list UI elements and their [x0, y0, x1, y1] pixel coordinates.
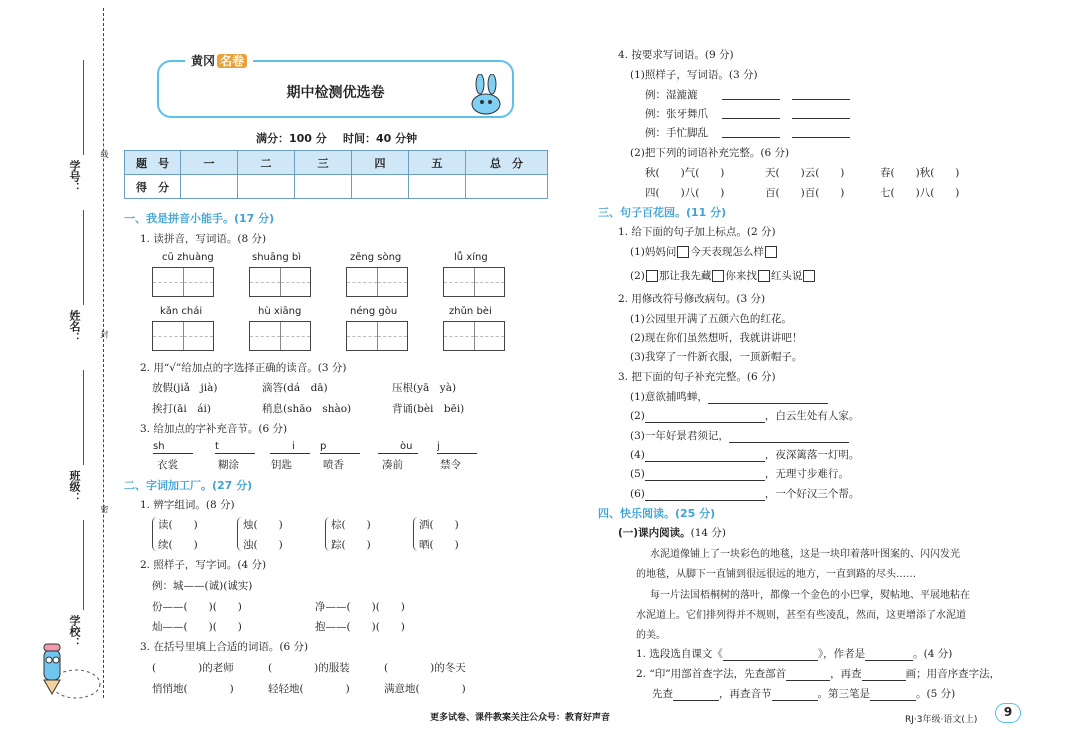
- writing-grid[interactable]: [346, 267, 408, 297]
- syllable-word: 喷香: [323, 459, 344, 471]
- writing-grid[interactable]: [346, 321, 408, 351]
- answer-blank[interactable]: [792, 137, 850, 138]
- syllable-blank[interactable]: [270, 453, 310, 454]
- seal-char-xian: 线: [100, 150, 109, 158]
- question-text: ，再查: [830, 668, 862, 680]
- bracket-pair: [237, 517, 242, 551]
- answer-blank[interactable]: [792, 118, 850, 119]
- question-2-2: 2. 照样子，写字词。(4 分): [140, 559, 267, 571]
- name-line: [83, 210, 84, 305]
- section-1-heading: 一、我是拼音小能手。(17 分): [124, 212, 275, 225]
- syllable-hint: òu: [400, 441, 413, 452]
- example-line: 例：城——(诚)(诚实): [152, 580, 253, 592]
- sentence-text: (1)妈妈问: [630, 246, 677, 258]
- question-text: ，再查音节: [719, 688, 772, 700]
- poem-text: (6): [630, 488, 645, 500]
- syllable-blank[interactable]: [215, 453, 255, 454]
- sentence-text: (2): [630, 270, 645, 282]
- char-compare-item[interactable]: 浊( ): [243, 539, 283, 551]
- student-number-line: [83, 60, 84, 155]
- punctuation-box[interactable]: [758, 270, 770, 282]
- brand-logo: [185, 52, 253, 69]
- page-number: 9: [1003, 705, 1013, 719]
- score-col-header: 二: [238, 151, 295, 175]
- score-col-header: 五: [409, 151, 466, 175]
- page-number-badge: [995, 703, 1021, 723]
- syllable-blank[interactable]: [437, 453, 477, 454]
- idiom-fill[interactable]: 百( )百( ): [765, 187, 845, 199]
- section-2-heading: 二、字词加工厂。(27 分): [124, 479, 253, 492]
- syllable-hint: i: [292, 441, 295, 452]
- pinyin-label: cū zhuàng: [162, 252, 214, 263]
- answer-blank[interactable]: [772, 689, 818, 701]
- char-compare-item[interactable]: 续( ): [158, 539, 198, 551]
- sentence-text: 你来找: [725, 270, 757, 282]
- punctuation-box[interactable]: [712, 270, 724, 282]
- footer-notice: 更多试卷、课件教案关注公众号：教育好声音: [430, 713, 611, 723]
- pinyin-label: kǎn chái: [160, 306, 203, 317]
- writing-grid[interactable]: [443, 321, 505, 351]
- reading-subsection-score: (14 分): [690, 527, 727, 539]
- question-text: 。第三笔是: [817, 688, 870, 700]
- poem-text: (5): [630, 468, 645, 480]
- poem-line: [630, 486, 859, 501]
- school-label: 学校：: [68, 615, 81, 648]
- answer-blank[interactable]: [722, 137, 780, 138]
- answer-blank[interactable]: [862, 669, 906, 681]
- question-text: 1. 选段选自课文《: [636, 648, 723, 660]
- question-3-2: 2. 用修改符号修改病句。(3 分): [618, 293, 766, 305]
- writing-grid[interactable]: [152, 321, 214, 351]
- question-1-2: 2. 用“√”给加点的字选择正确的读音。(3 分): [140, 362, 347, 374]
- idiom-fill[interactable]: 秋( )气( ): [645, 167, 725, 179]
- word-build-item[interactable]: 净——( )( ): [315, 601, 405, 613]
- pinyin-label: hù xiāng: [258, 306, 302, 317]
- pinyin-label: néng gòu: [350, 306, 398, 317]
- question-1-1: 1. 读拼音，写词语。(8 分): [140, 233, 267, 245]
- pinyin-label: zhǔn bèi: [449, 306, 492, 317]
- syllable-word: 钥匙: [271, 459, 292, 471]
- rabbit-mascot-icon: [462, 74, 510, 116]
- question-text: 画；用音序查字法，: [905, 668, 1001, 680]
- faulty-sentence[interactable]: (2)现在你们虽然想听，我就讲讲吧！: [630, 332, 803, 344]
- poem-line: [630, 447, 859, 462]
- poem-blank[interactable]: [729, 431, 849, 443]
- seal-char-mi: 密: [100, 505, 109, 513]
- answer-blank[interactable]: [722, 99, 780, 100]
- poem-blank[interactable]: [645, 489, 765, 501]
- question-2-4: 4. 按要求写词语。(9 分): [618, 49, 734, 61]
- class-line: [83, 370, 84, 465]
- question-3-1: 1. 给下面的句子加上标点。(2 分): [618, 226, 776, 238]
- poem-text: ，一个好汉三个帮。: [764, 488, 860, 500]
- student-number-label: 学号：: [68, 160, 81, 193]
- idiom-fill[interactable]: 四( )八( ): [645, 187, 725, 199]
- poem-text: (3)一年好景君须记，: [630, 430, 729, 442]
- section-3-heading: 三、句子百花园。(11 分): [598, 206, 727, 219]
- passage-line: 的美。: [636, 630, 666, 641]
- sentence-text: 红头说: [770, 270, 803, 282]
- char-compare-item[interactable]: 晒( ): [419, 539, 459, 551]
- bracket-pair: [325, 517, 330, 551]
- reading-question-1: [636, 646, 952, 661]
- example-word: 例：张牙舞爪: [645, 108, 708, 120]
- score-col-header: 四: [352, 151, 409, 175]
- faulty-sentence[interactable]: (1)公园里开满了五颜六色的红花。: [630, 313, 792, 325]
- bracket-pair: [152, 517, 157, 551]
- question-text: 先查: [652, 688, 673, 700]
- score-col-header: 题 号: [125, 151, 181, 175]
- section-4-heading: 四、快乐阅读。(25 分): [598, 507, 716, 520]
- word-build-item[interactable]: 抱——( )( ): [315, 621, 405, 633]
- question-text: 。(4 分): [913, 648, 953, 660]
- syllable-word: 衣裳: [157, 459, 178, 471]
- word-build-item[interactable]: 灿——( )( ): [152, 621, 242, 633]
- question-1-3: 3. 给加点的字补充音节。(6 分): [140, 423, 288, 435]
- passage-line: 水泥道上。它们排列得并不规则，甚至有些凌乱，然而，这更增添了水泥道: [636, 610, 966, 621]
- score-cell[interactable]: [409, 175, 466, 199]
- class-label: 班级：: [68, 470, 81, 503]
- score-col-header: 一: [181, 151, 238, 175]
- question-2-3: 3. 在括号里填上合适的词语。(6 分): [140, 641, 309, 653]
- answer-blank[interactable]: [723, 649, 818, 661]
- reading-question-2-cont: [652, 686, 955, 701]
- reading-subsection-title: (一)课内阅读。: [618, 527, 691, 539]
- poem-line: [630, 466, 849, 481]
- question-2-4-2: (2)把下列的词语补充完整。(6 分): [630, 147, 790, 159]
- idiom-fill[interactable]: 春( )秋( ): [880, 167, 960, 179]
- poem-text: ，无理寸步难行。: [764, 468, 849, 480]
- writing-grid[interactable]: [152, 267, 214, 297]
- question-3-3: 3. 把下面的句子补充完整。(6 分): [618, 371, 776, 383]
- idiom-fill[interactable]: 七( )八( ): [880, 187, 960, 199]
- writing-grid[interactable]: [443, 267, 505, 297]
- binding-dashed-line: [103, 8, 104, 698]
- reading-subsection: [618, 525, 726, 540]
- poem-line: [630, 389, 828, 404]
- syllable-blank[interactable]: [378, 453, 418, 454]
- score-cell[interactable]: [181, 175, 238, 199]
- name-label: 姓名：: [68, 310, 81, 343]
- poem-line: [630, 428, 849, 443]
- punctuation-box[interactable]: [803, 270, 815, 282]
- syllable-hint: t: [215, 441, 219, 452]
- reading-question-2: [636, 666, 1000, 681]
- char-compare-item[interactable]: 读( ): [158, 519, 198, 531]
- fill-phrase[interactable]: ( )的冬天: [384, 662, 466, 674]
- fill-phrase[interactable]: ( )的服装: [268, 662, 350, 674]
- score-cell[interactable]: [352, 175, 409, 199]
- score-col-header: 三: [295, 151, 352, 175]
- question-text: 》，作者是: [817, 648, 866, 660]
- answer-blank[interactable]: [786, 669, 830, 681]
- answer-blank[interactable]: [792, 99, 850, 100]
- question-2-1: 1. 辨字组词。(8 分): [140, 499, 235, 511]
- sentence-text: 那让我先藏: [658, 270, 712, 282]
- brand-logo-part1: 黄冈: [191, 54, 216, 68]
- poem-blank[interactable]: [708, 392, 828, 404]
- answer-blank[interactable]: [673, 689, 719, 701]
- fill-phrase[interactable]: 轻轻地( ): [268, 683, 350, 695]
- syllable-word: 糊涂: [218, 459, 239, 471]
- score-table: [124, 150, 548, 199]
- writing-grid[interactable]: [249, 321, 311, 351]
- score-table-header: [125, 151, 548, 175]
- pronunciation-choice[interactable]: 挨打(āi ái): [152, 403, 211, 415]
- pencil-mascot-icon: [32, 640, 102, 700]
- seal-char-feng: 封: [100, 330, 109, 338]
- fill-phrase[interactable]: ( )的老师: [152, 662, 234, 674]
- score-cell[interactable]: [238, 175, 295, 199]
- punctuation-sentence-1: [630, 244, 778, 259]
- punctuation-box[interactable]: [677, 246, 689, 258]
- syllable-hint: sh: [153, 441, 165, 452]
- char-compare-item[interactable]: 烛( ): [243, 519, 283, 531]
- sentence-text: 今天表现怎么样: [690, 246, 764, 258]
- poem-text: (1)意欲捕鸣蝉，: [630, 391, 708, 403]
- brand-logo-part2: 名卷: [217, 54, 247, 68]
- bracket-pair: [413, 517, 418, 551]
- pronunciation-choice[interactable]: 背诵(bèi bēi): [392, 403, 465, 415]
- syllable-blank[interactable]: [320, 453, 360, 454]
- school-line: [83, 520, 84, 610]
- poem-blank[interactable]: [645, 469, 765, 481]
- poem-text: (2): [630, 410, 645, 422]
- poem-blank[interactable]: [645, 450, 765, 462]
- answer-blank[interactable]: [865, 649, 913, 661]
- pronunciation-choice[interactable]: 放假(jiǎ jià): [152, 382, 218, 394]
- question-text: 。(5 分): [916, 688, 956, 700]
- score-row: [125, 175, 548, 199]
- answer-blank[interactable]: [722, 118, 780, 119]
- char-compare-item[interactable]: 棕( ): [331, 519, 371, 531]
- punctuation-box[interactable]: [765, 246, 777, 258]
- passage-line: 每一片法国梧桐树的落叶，都像一个金色的小巴掌，熨帖地、平展地粘在: [650, 590, 970, 601]
- score-col-header: 总 分: [466, 151, 548, 175]
- footer-grade: RJ·3年级·语文(上): [905, 715, 978, 725]
- poem-blank[interactable]: [645, 411, 765, 423]
- word-build-item[interactable]: 份——( )( ): [152, 601, 242, 613]
- pinyin-label: shuāng bì: [252, 252, 302, 263]
- fill-phrase[interactable]: 悄悄地( ): [152, 683, 234, 695]
- pronunciation-choice[interactable]: 滴答(dá dā): [262, 382, 328, 394]
- syllable-blank[interactable]: [153, 453, 193, 454]
- pinyin-label: lǚ xíng: [454, 252, 488, 263]
- score-row-label: 得 分: [125, 175, 181, 199]
- syllable-hint: j: [437, 441, 440, 452]
- answer-blank[interactable]: [870, 689, 916, 701]
- poem-text: ，夜深篱落一灯明。: [764, 449, 860, 461]
- full-score: 满分：100 分: [256, 132, 327, 145]
- poem-text: (4): [630, 449, 645, 461]
- passage-line: 水泥道像铺上了一块彩色的地毯，这是一块印着落叶图案的、闪闪发光: [650, 549, 960, 560]
- idiom-fill[interactable]: 天( )云( ): [765, 167, 845, 179]
- char-compare-item[interactable]: 踪( ): [331, 539, 371, 551]
- poem-line: [630, 408, 859, 423]
- syllable-word: 禁令: [440, 459, 461, 471]
- char-compare-item[interactable]: 洒( ): [419, 519, 459, 531]
- exam-time: 时间：40 分钟: [343, 132, 418, 145]
- syllable-word: 凑前: [382, 459, 403, 471]
- example-word: 例：湿漉漉: [645, 89, 698, 101]
- exam-title: 期中检测优选卷: [286, 85, 385, 101]
- syllable-hint: p: [320, 441, 327, 452]
- score-cell[interactable]: [466, 175, 548, 199]
- poem-text: ，白云生处有人家。: [764, 410, 860, 422]
- example-word: 例：手忙脚乱: [645, 127, 708, 139]
- pronunciation-choice[interactable]: 压根(yā yà): [392, 382, 457, 394]
- score-cell[interactable]: [295, 175, 352, 199]
- question-text: 2. “印”用部首查字法，先查部首: [636, 668, 787, 680]
- writing-grid[interactable]: [249, 267, 311, 297]
- faulty-sentence[interactable]: (3)我穿了一件新衣服，一顶新帽子。: [630, 351, 803, 363]
- punctuation-sentence-2: [630, 268, 816, 283]
- pinyin-label: zēng sòng: [350, 252, 402, 263]
- passage-line: 的地毯，从脚下一直铺到很远很远的地方，一直到路的尽头……: [636, 569, 916, 580]
- punctuation-box[interactable]: [646, 270, 658, 282]
- fill-phrase[interactable]: 满意地( ): [384, 683, 466, 695]
- pronunciation-choice[interactable]: 稍息(shāo shào): [262, 403, 352, 415]
- question-2-4-1: (1)照样子，写词语。(3 分): [630, 69, 758, 81]
